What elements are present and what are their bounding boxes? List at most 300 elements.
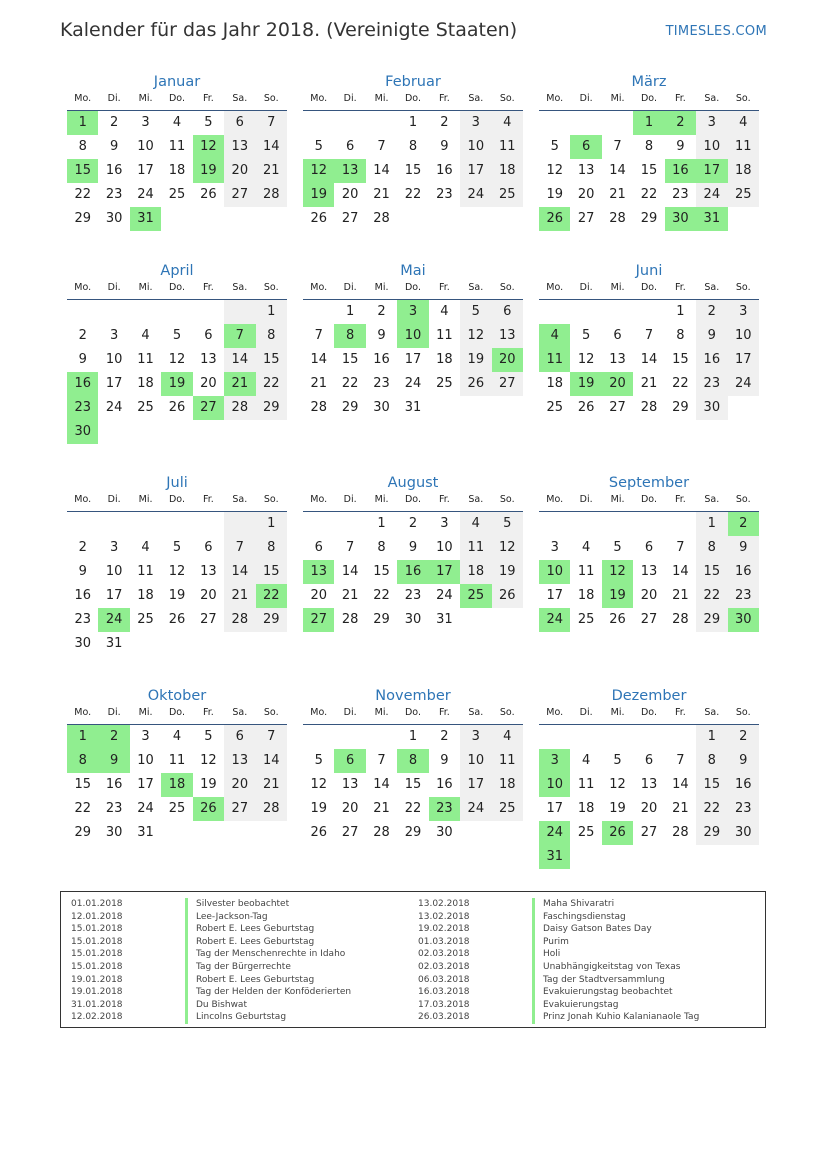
holiday-day-cell[interactable]: 12 — [193, 135, 224, 159]
day-cell[interactable]: 9 — [440, 753, 449, 768]
day-cell[interactable]: 12 — [577, 352, 595, 367]
day-cell[interactable]: 15 — [696, 773, 727, 797]
day-cell[interactable]: 11 — [168, 139, 186, 154]
day-cell[interactable]: 3 — [141, 729, 150, 744]
day-cell[interactable]: 3 — [696, 111, 727, 135]
day-cell[interactable]: 26 — [492, 584, 523, 608]
day-cell[interactable]: 11 — [436, 328, 453, 343]
day-cell[interactable]: 17 — [460, 159, 491, 183]
holiday-day-cell[interactable]: 16 — [67, 372, 98, 396]
day-cell[interactable]: 30 — [404, 612, 422, 627]
holiday-day-cell[interactable]: 31 — [696, 207, 727, 231]
day-cell[interactable]: 8 — [256, 324, 287, 348]
day-cell[interactable]: 29 — [404, 825, 422, 840]
day-cell[interactable]: 14 — [224, 560, 255, 584]
day-cell[interactable]: 21 — [609, 187, 626, 202]
day-cell[interactable]: 11 — [460, 536, 491, 560]
day-cell[interactable]: 2 — [78, 328, 87, 343]
holiday-day-cell[interactable]: 20 — [602, 372, 633, 396]
holiday-day-cell[interactable]: 10 — [539, 560, 570, 584]
day-cell[interactable]: 12 — [310, 777, 327, 792]
day-cell[interactable]: 3 — [141, 115, 150, 130]
day-cell[interactable]: 7 — [676, 540, 685, 555]
brand-logo-text[interactable]: TIMESLES.COM — [665, 24, 767, 39]
day-cell[interactable]: 4 — [141, 540, 150, 555]
day-cell[interactable]: 13 — [577, 163, 595, 178]
day-cell[interactable]: 7 — [377, 753, 386, 768]
day-cell[interactable]: 23 — [404, 588, 422, 603]
day-cell[interactable]: 20 — [577, 187, 595, 202]
holiday-day-cell[interactable]: 17 — [429, 560, 460, 584]
day-cell[interactable]: 2 — [408, 516, 418, 531]
day-cell[interactable]: 28 — [373, 211, 390, 226]
day-cell[interactable]: 19 — [310, 801, 327, 816]
day-cell[interactable]: 9 — [78, 564, 87, 579]
day-cell[interactable]: 29 — [696, 821, 727, 845]
holiday-day-cell[interactable]: 8 — [334, 324, 365, 348]
day-cell[interactable]: 9 — [109, 139, 119, 154]
holiday-day-cell[interactable]: 10 — [539, 773, 570, 797]
day-cell[interactable]: 7 — [256, 111, 287, 135]
day-cell[interactable]: 18 — [460, 560, 491, 584]
day-cell[interactable]: 8 — [676, 328, 685, 343]
day-cell[interactable]: 26 — [168, 400, 186, 415]
day-cell[interactable]: 19 — [609, 801, 626, 816]
day-cell[interactable]: 23 — [696, 372, 727, 396]
day-cell[interactable]: 29 — [341, 400, 359, 415]
day-cell[interactable]: 10 — [696, 135, 727, 159]
holiday-day-cell[interactable]: 1 — [633, 111, 664, 135]
day-cell[interactable]: 16 — [436, 777, 453, 792]
day-cell[interactable]: 7 — [676, 753, 685, 768]
day-cell[interactable]: 27 — [609, 400, 626, 415]
day-cell[interactable]: 26 — [609, 612, 626, 627]
holiday-day-cell[interactable]: 7 — [224, 324, 255, 348]
day-cell[interactable]: 20 — [640, 588, 658, 603]
holiday-day-cell[interactable]: 9 — [98, 749, 129, 773]
day-cell[interactable]: 29 — [74, 825, 91, 840]
day-cell[interactable]: 25 — [492, 797, 523, 821]
day-cell[interactable]: 28 — [341, 612, 359, 627]
day-cell[interactable]: 11 — [577, 564, 595, 579]
holiday-day-cell[interactable]: 16 — [397, 560, 428, 584]
day-cell[interactable]: 26 — [577, 400, 595, 415]
day-cell[interactable]: 9 — [78, 352, 87, 367]
day-cell[interactable]: 6 — [644, 753, 654, 768]
day-cell[interactable]: 17 — [404, 352, 422, 367]
day-cell[interactable]: 8 — [78, 139, 87, 154]
day-cell[interactable]: 22 — [404, 187, 422, 202]
day-cell[interactable]: 16 — [696, 348, 727, 372]
day-cell[interactable]: 28 — [672, 825, 689, 840]
holiday-day-cell[interactable]: 27 — [193, 396, 224, 420]
day-cell[interactable]: 4 — [141, 328, 150, 343]
day-cell[interactable]: 5 — [314, 753, 323, 768]
day-cell[interactable]: 21 — [640, 376, 658, 391]
day-cell[interactable]: 27 — [224, 797, 255, 821]
day-cell[interactable]: 6 — [204, 328, 213, 343]
day-cell[interactable]: 22 — [696, 797, 727, 821]
day-cell[interactable]: 24 — [728, 372, 759, 396]
day-cell[interactable]: 27 — [640, 612, 658, 627]
day-cell[interactable]: 14 — [672, 564, 689, 579]
day-cell[interactable]: 13 — [640, 564, 658, 579]
day-cell[interactable]: 28 — [256, 183, 287, 207]
holiday-day-cell[interactable]: 2 — [98, 725, 129, 749]
day-cell[interactable]: 3 — [109, 540, 119, 555]
day-cell[interactable]: 1 — [408, 729, 418, 744]
day-cell[interactable]: 2 — [728, 725, 759, 749]
day-cell[interactable]: 29 — [74, 211, 91, 226]
day-cell[interactable]: 22 — [640, 187, 658, 202]
day-cell[interactable]: 3 — [109, 328, 119, 343]
day-cell[interactable]: 18 — [577, 801, 595, 816]
holiday-day-cell[interactable]: 6 — [570, 135, 601, 159]
day-cell[interactable]: 4 — [728, 111, 759, 135]
holiday-day-cell[interactable]: 8 — [397, 749, 428, 773]
holiday-day-cell[interactable]: 26 — [193, 797, 224, 821]
holiday-day-cell[interactable]: 11 — [539, 348, 570, 372]
holiday-day-cell[interactable]: 26 — [602, 821, 633, 845]
holiday-day-cell[interactable]: 21 — [224, 372, 255, 396]
day-cell[interactable]: 16 — [74, 588, 91, 603]
day-cell[interactable]: 31 — [436, 612, 453, 627]
day-cell[interactable]: 19 — [492, 560, 523, 584]
day-cell[interactable]: 25 — [577, 825, 595, 840]
day-cell[interactable]: 30 — [696, 396, 727, 420]
day-cell[interactable]: 22 — [74, 187, 91, 202]
day-cell[interactable]: 12 — [460, 324, 491, 348]
day-cell[interactable]: 10 — [105, 352, 123, 367]
day-cell[interactable]: 4 — [440, 304, 449, 319]
holiday-day-cell[interactable]: 13 — [334, 159, 365, 183]
day-cell[interactable]: 15 — [373, 564, 390, 579]
holiday-day-cell[interactable]: 30 — [665, 207, 696, 231]
day-cell[interactable]: 6 — [492, 300, 523, 324]
day-cell[interactable]: 17 — [137, 777, 154, 792]
day-cell[interactable]: 17 — [728, 348, 759, 372]
day-cell[interactable]: 1 — [345, 304, 355, 319]
holiday-day-cell[interactable]: 18 — [161, 773, 192, 797]
day-cell[interactable]: 18 — [728, 159, 759, 183]
day-cell[interactable]: 5 — [581, 328, 591, 343]
day-cell[interactable]: 8 — [644, 139, 654, 154]
day-cell[interactable]: 20 — [310, 588, 327, 603]
day-cell[interactable]: 28 — [672, 612, 689, 627]
day-cell[interactable]: 15 — [74, 777, 91, 792]
day-cell[interactable]: 24 — [105, 400, 123, 415]
holiday-day-cell[interactable]: 19 — [303, 183, 334, 207]
holiday-day-cell[interactable]: 19 — [161, 372, 192, 396]
day-cell[interactable]: 6 — [613, 328, 622, 343]
day-cell[interactable]: 14 — [224, 348, 255, 372]
day-cell[interactable]: 13 — [609, 352, 626, 367]
day-cell[interactable]: 22 — [672, 376, 689, 391]
day-cell[interactable]: 27 — [640, 825, 658, 840]
day-cell[interactable]: 1 — [377, 516, 386, 531]
day-cell[interactable]: 29 — [373, 612, 390, 627]
day-cell[interactable]: 26 — [310, 211, 327, 226]
day-cell[interactable]: 28 — [609, 211, 626, 226]
day-cell[interactable]: 25 — [137, 612, 154, 627]
day-cell[interactable]: 6 — [224, 111, 255, 135]
day-cell[interactable]: 9 — [676, 139, 685, 154]
holiday-day-cell[interactable]: 31 — [539, 845, 570, 869]
day-cell[interactable]: 10 — [728, 324, 759, 348]
day-cell[interactable]: 18 — [492, 773, 523, 797]
day-cell[interactable]: 30 — [373, 400, 390, 415]
day-cell[interactable]: 18 — [546, 376, 563, 391]
day-cell[interactable]: 15 — [640, 163, 658, 178]
day-cell[interactable]: 9 — [408, 540, 418, 555]
day-cell[interactable]: 1 — [256, 512, 287, 536]
day-cell[interactable]: 5 — [492, 512, 523, 536]
day-cell[interactable]: 23 — [74, 612, 91, 627]
day-cell[interactable]: 16 — [728, 560, 759, 584]
day-cell[interactable]: 10 — [436, 540, 453, 555]
day-cell[interactable]: 11 — [137, 352, 154, 367]
day-cell[interactable]: 15 — [404, 163, 422, 178]
holiday-day-cell[interactable]: 19 — [193, 159, 224, 183]
holiday-day-cell[interactable]: 19 — [602, 584, 633, 608]
day-cell[interactable]: 17 — [460, 773, 491, 797]
day-cell[interactable]: 25 — [492, 183, 523, 207]
day-cell[interactable]: 7 — [345, 540, 355, 555]
day-cell[interactable]: 13 — [224, 135, 255, 159]
day-cell[interactable]: 29 — [256, 396, 287, 420]
holiday-day-cell[interactable]: 2 — [665, 111, 696, 135]
day-cell[interactable]: 20 — [341, 187, 359, 202]
day-cell[interactable]: 9 — [696, 324, 727, 348]
day-cell[interactable]: 6 — [314, 540, 323, 555]
day-cell[interactable]: 6 — [345, 139, 355, 154]
day-cell[interactable]: 13 — [200, 564, 217, 579]
day-cell[interactable]: 22 — [256, 372, 287, 396]
day-cell[interactable]: 5 — [613, 753, 622, 768]
day-cell[interactable]: 5 — [314, 139, 323, 154]
day-cell[interactable]: 27 — [224, 183, 255, 207]
day-cell[interactable]: 5 — [204, 115, 213, 130]
day-cell[interactable]: 2 — [440, 729, 449, 744]
holiday-day-cell[interactable]: 26 — [539, 207, 570, 231]
day-cell[interactable]: 8 — [256, 536, 287, 560]
day-cell[interactable]: 22 — [404, 801, 422, 816]
day-cell[interactable]: 27 — [200, 612, 217, 627]
holiday-day-cell[interactable]: 19 — [570, 372, 601, 396]
day-cell[interactable]: 11 — [492, 749, 523, 773]
day-cell[interactable]: 28 — [224, 608, 255, 632]
day-cell[interactable]: 17 — [546, 588, 563, 603]
day-cell[interactable]: 14 — [640, 352, 658, 367]
day-cell[interactable]: 27 — [341, 211, 359, 226]
day-cell[interactable]: 12 — [492, 536, 523, 560]
day-cell[interactable]: 25 — [137, 400, 154, 415]
day-cell[interactable]: 11 — [137, 564, 154, 579]
day-cell[interactable]: 21 — [256, 159, 287, 183]
holiday-day-cell[interactable]: 12 — [303, 159, 334, 183]
day-cell[interactable]: 31 — [137, 825, 154, 840]
day-cell[interactable]: 20 — [224, 773, 255, 797]
holiday-day-cell[interactable]: 3 — [539, 749, 570, 773]
day-cell[interactable]: 23 — [672, 187, 689, 202]
day-cell[interactable]: 12 — [168, 564, 186, 579]
day-cell[interactable]: 8 — [377, 540, 386, 555]
day-cell[interactable]: 16 — [105, 163, 123, 178]
day-cell[interactable]: 14 — [310, 352, 327, 367]
day-cell[interactable]: 27 — [341, 825, 359, 840]
day-cell[interactable]: 21 — [341, 588, 359, 603]
day-cell[interactable]: 18 — [137, 588, 154, 603]
day-cell[interactable]: 28 — [310, 400, 327, 415]
day-cell[interactable]: 7 — [224, 536, 255, 560]
day-cell[interactable]: 29 — [256, 608, 287, 632]
day-cell[interactable]: 3 — [460, 725, 491, 749]
day-cell[interactable]: 11 — [728, 135, 759, 159]
day-cell[interactable]: 7 — [314, 328, 323, 343]
day-cell[interactable]: 30 — [436, 825, 453, 840]
day-cell[interactable]: 4 — [460, 512, 491, 536]
day-cell[interactable]: 5 — [172, 540, 182, 555]
day-cell[interactable]: 14 — [341, 564, 359, 579]
day-cell[interactable]: 12 — [200, 753, 217, 768]
day-cell[interactable]: 5 — [550, 139, 559, 154]
day-cell[interactable]: 8 — [408, 139, 418, 154]
day-cell[interactable]: 13 — [200, 352, 217, 367]
day-cell[interactable]: 10 — [137, 753, 154, 768]
day-cell[interactable]: 21 — [310, 376, 327, 391]
day-cell[interactable]: 11 — [492, 135, 523, 159]
day-cell[interactable]: 27 — [577, 211, 595, 226]
holiday-day-cell[interactable]: 1 — [67, 111, 98, 135]
holiday-day-cell[interactable]: 16 — [665, 159, 696, 183]
day-cell[interactable]: 14 — [672, 777, 689, 792]
day-cell[interactable]: 7 — [377, 139, 386, 154]
day-cell[interactable]: 15 — [404, 777, 422, 792]
day-cell[interactable]: 23 — [105, 187, 123, 202]
day-cell[interactable]: 4 — [581, 540, 591, 555]
day-cell[interactable]: 8 — [696, 749, 727, 773]
day-cell[interactable]: 23 — [728, 584, 759, 608]
day-cell[interactable]: 28 — [224, 396, 255, 420]
day-cell[interactable]: 4 — [172, 729, 182, 744]
day-cell[interactable]: 21 — [672, 588, 689, 603]
holiday-day-cell[interactable]: 23 — [67, 396, 98, 420]
day-cell[interactable]: 15 — [696, 560, 727, 584]
day-cell[interactable]: 15 — [341, 352, 359, 367]
day-cell[interactable]: 19 — [168, 588, 186, 603]
holiday-day-cell[interactable]: 25 — [460, 584, 491, 608]
day-cell[interactable]: 5 — [613, 540, 622, 555]
day-cell[interactable]: 2 — [440, 115, 449, 130]
day-cell[interactable]: 27 — [492, 372, 523, 396]
day-cell[interactable]: 14 — [373, 777, 390, 792]
day-cell[interactable]: 9 — [728, 749, 759, 773]
day-cell[interactable]: 1 — [696, 512, 727, 536]
day-cell[interactable]: 6 — [644, 540, 654, 555]
day-cell[interactable]: 9 — [377, 328, 386, 343]
day-cell[interactable]: 18 — [168, 163, 186, 178]
day-cell[interactable]: 30 — [74, 636, 91, 651]
day-cell[interactable]: 16 — [728, 773, 759, 797]
day-cell[interactable]: 22 — [373, 588, 390, 603]
day-cell[interactable]: 8 — [696, 536, 727, 560]
day-cell[interactable]: 25 — [577, 612, 595, 627]
day-cell[interactable]: 31 — [105, 636, 123, 651]
day-cell[interactable]: 10 — [105, 564, 123, 579]
holiday-day-cell[interactable]: 13 — [303, 560, 334, 584]
day-cell[interactable]: 2 — [109, 115, 119, 130]
day-cell[interactable]: 17 — [105, 376, 123, 391]
day-cell[interactable]: 10 — [137, 139, 154, 154]
day-cell[interactable]: 3 — [440, 516, 449, 531]
day-cell[interactable]: 16 — [436, 163, 453, 178]
day-cell[interactable]: 24 — [460, 797, 491, 821]
day-cell[interactable]: 10 — [460, 135, 491, 159]
day-cell[interactable]: 29 — [672, 400, 689, 415]
holiday-day-cell[interactable]: 3 — [397, 300, 428, 324]
day-cell[interactable]: 25 — [168, 801, 186, 816]
holiday-day-cell[interactable]: 22 — [256, 584, 287, 608]
day-cell[interactable]: 3 — [460, 111, 491, 135]
day-cell[interactable]: 15 — [256, 560, 287, 584]
holiday-day-cell[interactable]: 1 — [67, 725, 98, 749]
day-cell[interactable]: 29 — [640, 211, 658, 226]
day-cell[interactable]: 25 — [168, 187, 186, 202]
day-cell[interactable]: 17 — [546, 801, 563, 816]
day-cell[interactable]: 13 — [640, 777, 658, 792]
day-cell[interactable]: 15 — [672, 352, 689, 367]
day-cell[interactable]: 26 — [168, 612, 186, 627]
day-cell[interactable]: 6 — [224, 725, 255, 749]
day-cell[interactable]: 6 — [204, 540, 213, 555]
day-cell[interactable]: 21 — [373, 801, 390, 816]
holiday-day-cell[interactable]: 30 — [67, 420, 98, 444]
day-cell[interactable]: 20 — [200, 588, 217, 603]
day-cell[interactable]: 4 — [581, 753, 591, 768]
day-cell[interactable]: 25 — [546, 400, 563, 415]
holiday-day-cell[interactable]: 30 — [728, 608, 759, 632]
day-cell[interactable]: 16 — [105, 777, 123, 792]
day-cell[interactable]: 18 — [137, 376, 154, 391]
day-cell[interactable]: 22 — [696, 584, 727, 608]
day-cell[interactable]: 4 — [492, 725, 523, 749]
holiday-day-cell[interactable]: 31 — [130, 207, 161, 231]
day-cell[interactable]: 19 — [546, 187, 563, 202]
day-cell[interactable]: 24 — [436, 588, 453, 603]
holiday-day-cell[interactable]: 23 — [429, 797, 460, 821]
day-cell[interactable]: 4 — [492, 111, 523, 135]
holiday-day-cell[interactable]: 2 — [728, 512, 759, 536]
day-cell[interactable]: 17 — [105, 588, 123, 603]
day-cell[interactable]: 17 — [137, 163, 154, 178]
holiday-day-cell[interactable]: 24 — [98, 608, 129, 632]
day-cell[interactable]: 21 — [373, 187, 390, 202]
day-cell[interactable]: 26 — [460, 372, 491, 396]
day-cell[interactable]: 19 — [460, 348, 491, 372]
day-cell[interactable]: 23 — [373, 376, 390, 391]
holiday-day-cell[interactable]: 27 — [303, 608, 334, 632]
day-cell[interactable]: 9 — [440, 139, 449, 154]
day-cell[interactable]: 21 — [224, 584, 255, 608]
day-cell[interactable]: 24 — [137, 801, 154, 816]
day-cell[interactable]: 22 — [74, 801, 91, 816]
day-cell[interactable]: 30 — [105, 825, 123, 840]
day-cell[interactable]: 23 — [105, 801, 123, 816]
day-cell[interactable]: 29 — [696, 608, 727, 632]
day-cell[interactable]: 1 — [408, 115, 418, 130]
day-cell[interactable]: 30 — [105, 211, 123, 226]
day-cell[interactable]: 12 — [609, 777, 626, 792]
